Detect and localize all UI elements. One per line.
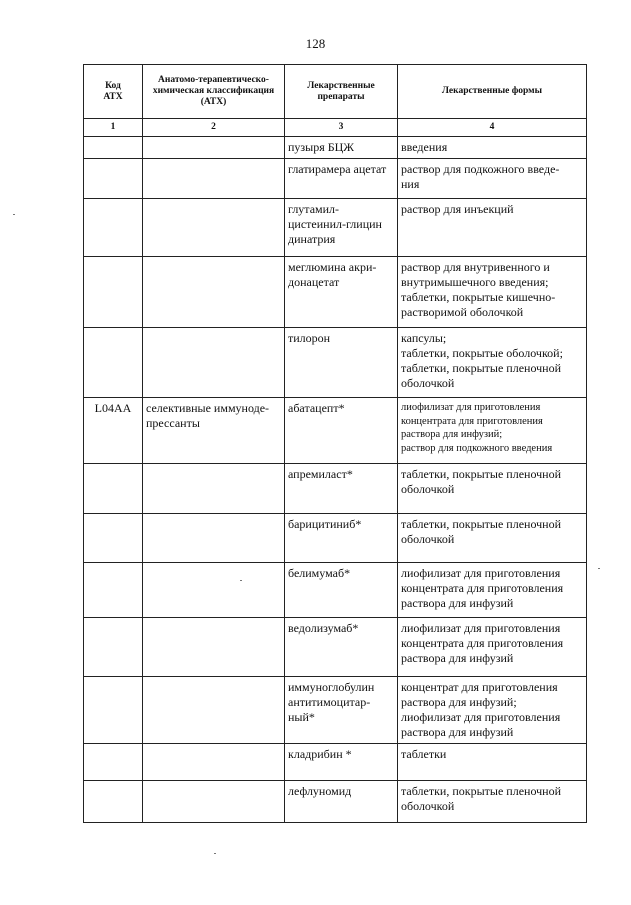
forms-cell (398, 199, 587, 257)
column-number: 3 (285, 119, 398, 137)
forms-cell (398, 159, 587, 199)
drug-cell-line: пузыря БЦЖ (288, 140, 355, 154)
classification-cell (143, 137, 285, 159)
scan-speck (598, 568, 600, 569)
forms-cell-line: раствора для инфузий; (401, 429, 503, 440)
forms-cell-line: раствор для инъекций (401, 202, 514, 216)
drug-cell (285, 159, 398, 199)
table-row (84, 514, 587, 563)
forms-cell (398, 257, 587, 328)
drug-cell (285, 744, 398, 781)
forms-cell-line: введения (401, 140, 448, 154)
forms-cell (398, 464, 587, 514)
table-row (84, 563, 587, 618)
table-row (84, 398, 587, 464)
scan-speck (240, 580, 242, 581)
table-row (84, 464, 587, 514)
page-number: 128 (305, 36, 326, 51)
header-drugs: Лекарственные препараты (285, 65, 398, 119)
forms-cell-line: капсулы; (401, 331, 447, 345)
forms-cell (398, 398, 587, 464)
forms-cell-line: лиофилизат для приготовления (401, 566, 561, 580)
classification-cell (143, 677, 285, 744)
atx-code-cell (84, 199, 143, 257)
forms-cell-line: таблетки, покрытые кишечно- (401, 290, 556, 304)
drug-cell-line: цистеинил-глицин (288, 217, 382, 231)
forms-cell-line: концентрата для приготовления (401, 415, 543, 427)
drug-cell (285, 398, 398, 464)
header-row (84, 65, 587, 119)
drug-cell (285, 677, 398, 744)
forms-cell (398, 328, 587, 398)
header-code: Код АТХ (84, 65, 143, 119)
forms-cell-line: лиофилизат для приготовления (401, 710, 561, 724)
column-number: 4 (398, 119, 587, 137)
forms-cell-line: таблетки, покрытые пленочной (401, 784, 562, 798)
drug-cell-line: белимумаб* (288, 566, 351, 580)
classification-cell-line: селективные иммуноде- (146, 401, 270, 415)
drug-cell (285, 137, 398, 159)
drug-cell-line: ведолизумаб* (288, 621, 359, 635)
atx-code-cell (84, 744, 143, 781)
drug-cell-line: иммуноглобулин (288, 680, 375, 694)
classification-cell (143, 199, 285, 257)
forms-cell (398, 514, 587, 563)
forms-cell-line: концентрата для приготовления (401, 636, 564, 650)
classification-cell-line: прессанты (146, 416, 200, 430)
forms-cell-line: оболочкой (401, 376, 455, 390)
forms-cell-line: таблетки, покрытые оболочкой; (401, 346, 563, 360)
table-row (84, 137, 587, 159)
forms-cell-line: раствор для внутривенного и (401, 260, 550, 274)
drug-cell-line: абатацепт* (288, 401, 345, 415)
table-row (84, 618, 587, 677)
forms-cell-line: раствор для подкожного введения (401, 442, 553, 454)
classification-cell (143, 781, 285, 823)
drug-cell-line: апремиласт* (288, 467, 353, 481)
forms-cell (398, 618, 587, 677)
table-row (84, 257, 587, 328)
table-row (84, 159, 587, 199)
forms-cell (398, 563, 587, 618)
drug-cell (285, 464, 398, 514)
drug-cell (285, 328, 398, 398)
column-number: 1 (84, 119, 143, 137)
classification-cell (143, 464, 285, 514)
drug-cell-line: глатирамера ацетат (288, 162, 387, 176)
table-row (84, 328, 587, 398)
forms-cell-line: лиофилизат для приготовления (401, 402, 541, 413)
table-row (84, 677, 587, 744)
drug-cell-line: глутамил- (288, 202, 340, 216)
drug-cell (285, 257, 398, 328)
atx-code-cell (84, 159, 143, 199)
drug-cell (285, 781, 398, 823)
forms-cell-line: таблетки, покрытые пленочной (401, 467, 562, 481)
drug-cell-line: лефлуномид (288, 784, 352, 798)
forms-cell-line: растворимой оболочкой (401, 305, 524, 319)
atx-code-cell (84, 464, 143, 514)
classification-cell (143, 514, 285, 563)
classification-cell (143, 257, 285, 328)
drug-cell-line: антитимоцитар- (288, 695, 371, 709)
forms-cell-line: ния (401, 177, 420, 191)
forms-cell-line: таблетки, покрытые пленочной (401, 517, 562, 531)
forms-cell-line: внутримышечного введения; (401, 275, 549, 289)
classification-cell (143, 618, 285, 677)
classification-cell (143, 398, 285, 464)
drug-cell-line: донацетат (288, 275, 340, 289)
forms-cell-line: раствора для инфузий (401, 725, 514, 739)
header-classification: Анатомо-терапевтическо- химическая классификация (АТХ) (143, 65, 285, 119)
drug-cell-line: тилорон (288, 331, 331, 345)
forms-cell-line: оболочкой (401, 482, 455, 496)
drug-cell (285, 199, 398, 257)
forms-cell (398, 677, 587, 744)
table-row (84, 199, 587, 257)
scan-speck (214, 853, 216, 854)
classification-cell (143, 563, 285, 618)
table-row (84, 744, 587, 781)
classification-cell (143, 159, 285, 199)
atx-code-cell (84, 618, 143, 677)
scan-speck (13, 214, 15, 215)
forms-cell-line: концентрат для приготовления (401, 680, 558, 694)
drug-cell-line: ный* (288, 710, 315, 724)
drug-cell (285, 514, 398, 563)
forms-cell-line: раствора для инфузий; (401, 695, 517, 709)
forms-cell-line: концентрата для приготовления (401, 581, 564, 595)
table-body (84, 137, 587, 823)
drug-cell-line: динатрия (288, 232, 336, 246)
column-number-row (84, 119, 587, 137)
forms-cell-line: оболочкой (401, 532, 455, 546)
forms-cell-line: раствор для подкожного введе- (401, 162, 560, 176)
table-row (84, 781, 587, 823)
forms-cell (398, 137, 587, 159)
atx-table (83, 64, 587, 823)
drug-cell (285, 563, 398, 618)
atx-code-cell (84, 781, 143, 823)
classification-cell (143, 328, 285, 398)
forms-cell-line: таблетки (401, 747, 447, 761)
forms-cell-line: раствора для инфузий (401, 651, 514, 665)
atx-code-cell (84, 257, 143, 328)
atx-code-cell: L04AA (84, 398, 143, 464)
drug-cell-line: барицитиниб* (288, 517, 362, 531)
atx-code-cell (84, 137, 143, 159)
atx-code-cell (84, 328, 143, 398)
atx-code-cell (84, 677, 143, 744)
forms-cell-line: оболочкой (401, 799, 455, 813)
forms-cell-line: таблетки, покрытые пленочной (401, 361, 562, 375)
forms-cell (398, 744, 587, 781)
forms-cell (398, 781, 587, 823)
atx-code-cell (84, 514, 143, 563)
column-number: 2 (143, 119, 285, 137)
header-forms: Лекарственные формы (398, 65, 587, 119)
drug-cell-line: меглюмина акри- (288, 260, 377, 274)
drug-cell-line: кладрибин * (288, 747, 352, 761)
forms-cell-line: лиофилизат для приготовления (401, 621, 561, 635)
forms-cell-line: раствора для инфузий (401, 596, 514, 610)
classification-cell (143, 744, 285, 781)
drug-cell (285, 618, 398, 677)
atx-code-cell (84, 563, 143, 618)
